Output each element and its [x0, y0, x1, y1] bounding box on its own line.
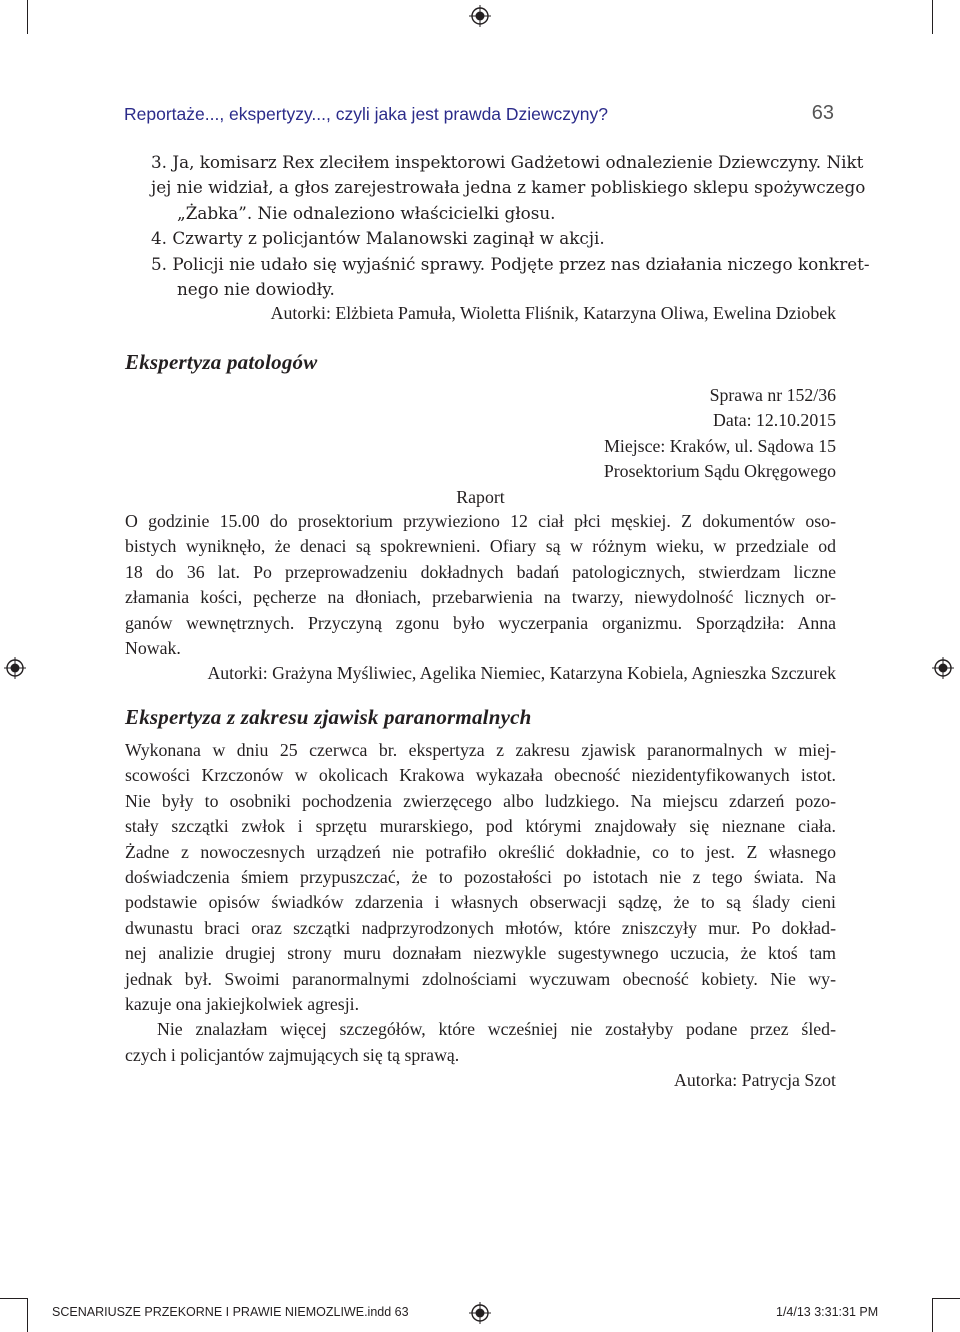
text-line: Żadne z nowoczesnych urządzeń nie potrafiło określić dokładnie, co to jest. Z własnego [125, 841, 836, 862]
text-line: podstawie opisów świadków zdarzenia i własnych obserwacji sądzę, że to są ślady cieni [125, 892, 836, 913]
authors-line: Autorki: Elżbieta Pamuła, Wioletta Fliśnik, Katarzyna Oliwa, Ewelina Dziobek [270, 303, 836, 323]
crop-mark-top-right [932, 0, 933, 34]
text-line: 5. Policji nie udało się wyjaśnić sprawy. Podjęte przez nas działania niczego konkret- [151, 253, 870, 274]
registration-mark-icon [932, 657, 954, 679]
text-line: doświadczenia śmiem przypuszczać, że to pozostałości po istotach nie z tego świata. Na [125, 867, 836, 888]
list-section-authors [125, 301, 836, 326]
page-number: 63 [811, 102, 834, 124]
authors-line: Autorki: Grażyna Myśliwiec, Agelika Niemiec, Katarzyna Kobiela, Agnieszka Szczurek [207, 663, 836, 684]
text-line: 18 do 36 lat. Po przeprowadzeniu dokładnych badań patologicznych, stwierdzam liczne [125, 561, 836, 582]
text-line: jednak był. Swoimi paranormalnymi zdolnościami wyczuwam obecność kobiety. Nie wy- [125, 968, 836, 989]
case-date: Data: 12.10.2015 [713, 410, 836, 431]
text-line: Nie znalazłam więcej szczegółów, które wcześniej nie zostałyby podane przez śled- [157, 1019, 836, 1040]
text-line: nego nie dowiodły. [177, 279, 335, 300]
case-info [125, 383, 836, 510]
crop-mark-top-left [27, 0, 28, 34]
registration-mark-icon [469, 5, 491, 27]
section1-body [125, 509, 836, 687]
text-line: czych i policjantów zajmujących się tą sprawą. [125, 1044, 460, 1065]
text-line: 3. Ja, komisarz Rex zleciłem inspektorowi Gadżetowi odnalezienie Dziewczyny. Nikt [151, 152, 864, 172]
text-line: bistych wyniknęło, że denaci są spokrewnieni. Ofiary są w różnym wieku, w przedziale od [125, 536, 836, 557]
case-place: Miejsce: Kraków, ul. Sądowa 15 [604, 435, 836, 456]
text-line: Nie były to osobniki pochodzenia zwierzęcego albo ludzkiego. Na miejscu zdarzeń pozo- [125, 790, 836, 811]
text-line: „Żabka”. Nie odnaleziono właścicielki głosu. [177, 202, 556, 223]
text-line: stały szczątki zwłok i sprzętu murarskiego, pod którymi znajdowały się nieznane ciała. [125, 816, 836, 837]
text-line: 4. Czwarty z policjantów Malanowski zaginął w akcji. [151, 228, 605, 249]
case-facility: Prosektorium Sądu Okręgowego [603, 461, 836, 482]
text-line: nej analizie drugiej strony muru doznałam niezwykle sugestywnego uczucia, że ktoś tam [125, 943, 836, 964]
section-heading: Ekspertyza patologów [125, 350, 318, 374]
registration-mark-icon [4, 657, 26, 679]
print-slug [0, 1296, 960, 1332]
text-line: Wykonana w dniu 25 czerwca br. ekspertyza z zakresu zjawisk paranormalnych w miej- [125, 740, 836, 760]
running-header [124, 100, 836, 132]
author-line: Autorka: Patrycja Szot [674, 1070, 836, 1091]
running-title: Reportaże..., ekspertyzy..., czyli jaka jest prawda Dziewczyny? [124, 104, 609, 124]
text-line: jej nie widział, a głos zarejestrowała jedna z kamer pobliskiego sklepu spożywczego [151, 177, 866, 198]
list-section [125, 150, 870, 302]
text-line: kazuje ona jakiejkolwiek agresji. [125, 994, 360, 1015]
text-line: O godzinie 15.00 do prosektorium przywieziono 12 ciał płci męskiej. Z dokumentów oso- [125, 511, 836, 531]
case-number: Sprawa nr 152/36 [709, 385, 836, 405]
text-line: Nowak. [125, 638, 181, 659]
text-line: złamania kości, pęcherze na dłoniach, przebarwienia na twarzy, niewydolność licznych or- [125, 587, 836, 608]
text-line: dwunastu braci oraz szczątki nadprzyrodzonych młotów, które zniszczyły mur. Po dokład- [125, 917, 836, 938]
slug-filename: SCENARIUSZE PRZEKORNE I PRAWIE NIEMOZLIWE.indd 63 [52, 1305, 409, 1319]
text-line: ganów wewnętrznych. Przyczyną zgonu było wyczerpania organizmu. Sporządziła: Anna [125, 612, 836, 633]
slug-datetime: 1/4/13 3:31:31 PM [776, 1305, 879, 1319]
report-title: Raport [456, 486, 505, 507]
section2-body [125, 738, 836, 1094]
text-line: scowości Krzczonów w okolicach Krakowa wykazała obecność niezidentyfikowanych istot. [125, 765, 836, 786]
section-heading: Ekspertyza z zakresu zjawisk paranormalnych [125, 705, 532, 729]
